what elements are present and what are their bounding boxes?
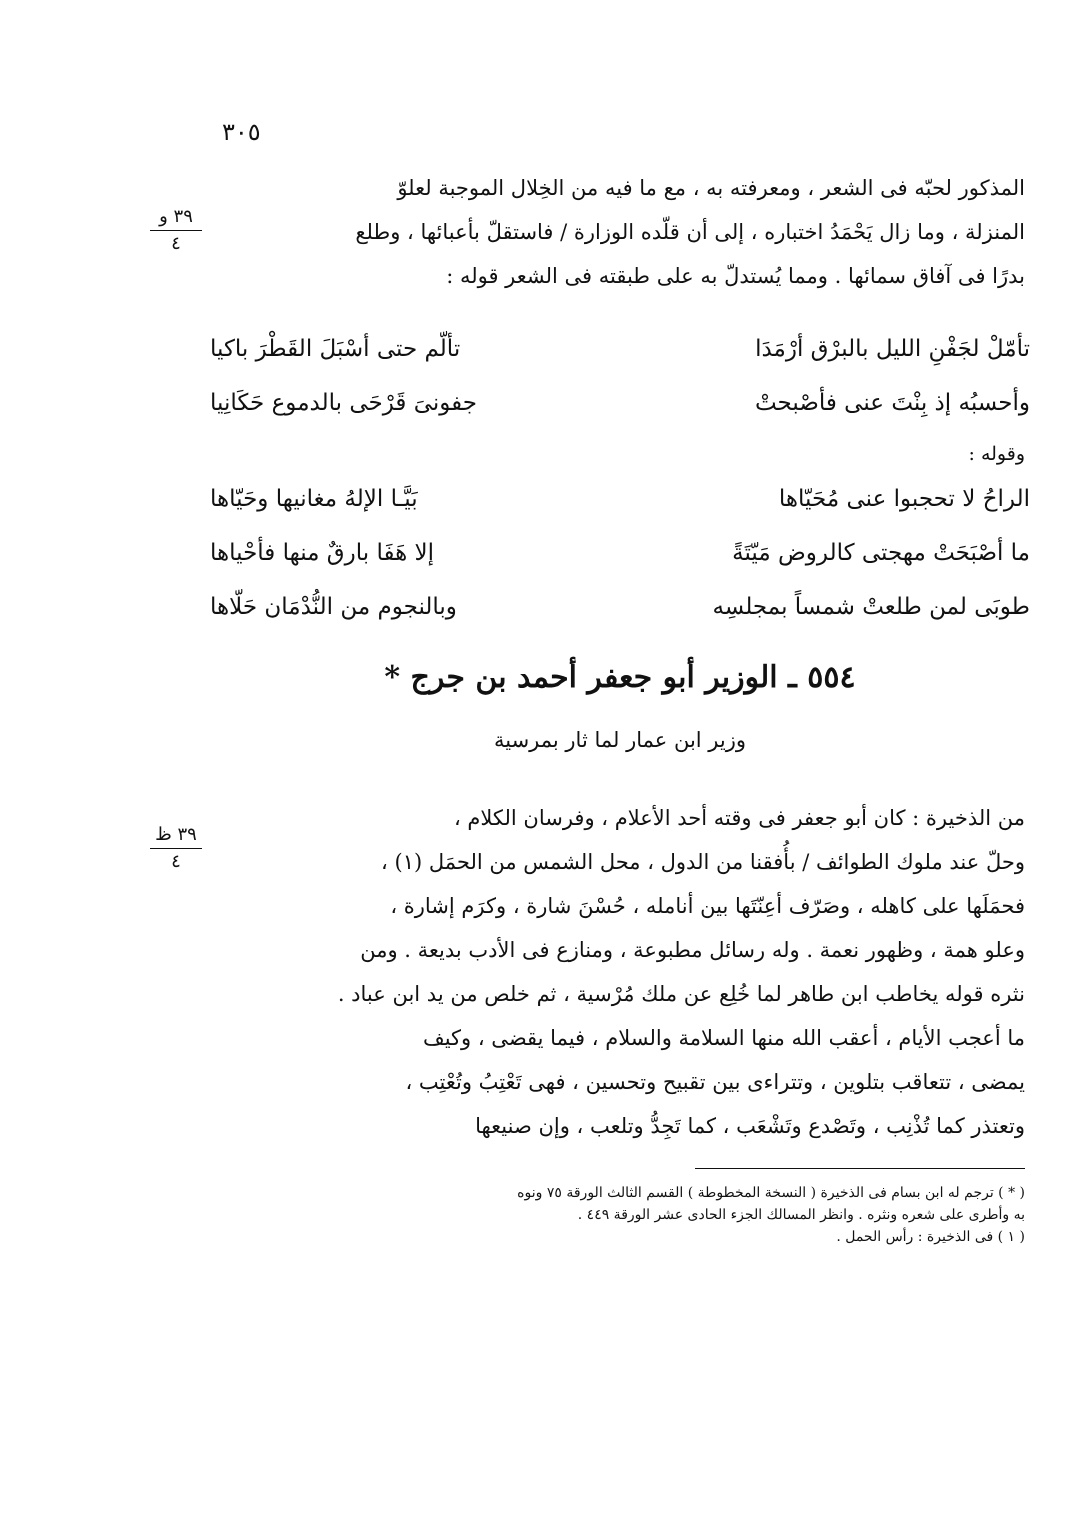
and-his-saying: وقوله : [968, 443, 1025, 465]
body-line: نثره قوله يخاطب ابن طاهر لما خُلِع عن ملك مُرْسية ، ثم خلص من يد ابن عباد . [337, 982, 1025, 1006]
verse-second-hemistich: إلا هَفَا بارقٌ منها فأحْياها [210, 540, 435, 566]
verse-line [210, 472, 1030, 526]
margin-folio-note-2 [146, 824, 206, 873]
verse-second-hemistich: تألّم حتى أسْبَلَ القَطْرَ باكيا [210, 336, 461, 362]
body-line: وعلو همة ، وظهور نعمة . وله رسائل مطبوعة ، ومنازع فى الأدب بديعة . ومن [360, 938, 1025, 962]
verse-line [210, 580, 1030, 634]
body-line: فحمَلَها على كاهله ، وصَرّف أعِنّتَها بين أنامله ، حُسْنَ شارة ، وكرَم إشارة ، [390, 894, 1025, 918]
margin-note-bottom: ٤ [171, 851, 181, 872]
verse-second-hemistich: وبالنجوم من النُّدْمَان حَلّاها [210, 594, 457, 620]
intro-line: المذكور لحبّه فى الشعر ، ومعرفته به ، مع ما فيه من الخِلال الموجبة لعلوّ [397, 176, 1025, 200]
verse-line [210, 526, 1030, 580]
verse-first-hemistich: تأمّلْ لجَفْنِ الليل بالبرْق أرْمَدَا [755, 336, 1030, 362]
intro-line: المنزلة ، وما زال يَحْمَدُ اختباره ، إلى أن قلّده الوزارة / فاستقلّ بأعبائها ، وطلع [355, 220, 1025, 244]
margin-note-top: ٣٩ و [159, 206, 193, 227]
margin-note-rule [150, 230, 202, 231]
verse-second-hemistich: بَيَّـا الإلهُ مغانيها وحَيّاها [210, 486, 418, 512]
verse-line [210, 322, 1030, 376]
poem-1 [210, 322, 1030, 430]
body-line: وحلّ عند ملوك الطوائف / بأُفقنا من الدول ، محل الشمس من الحمَل (١) ، [381, 850, 1025, 874]
verse-first-hemistich: الراحُ لا تحجبوا عنى مُحَيّاها [778, 486, 1030, 512]
footnote-divider [695, 1168, 1025, 1169]
footnotes [215, 1182, 1025, 1248]
page-number: ٣٠٥ [222, 118, 261, 146]
body-line: يمضى ، تتعاقب بتلوين ، وتتراءى بين تقبيح وتحسين ، فهى تَعْتِبُ وتُعْتِب ، [405, 1070, 1025, 1094]
body-line: من الذخيرة : كان أبو جعفر فى وقته أحد الأعلام ، وفرسان الكلام ، [453, 806, 1025, 830]
verse-first-hemistich: ما أصْبَحَتْ مهجتى كالروض مَيّتَةً [732, 540, 1030, 566]
verse-second-hemistich: جفونىَ قَرْحَى بالدموع حَكَانِيا [210, 390, 478, 416]
margin-note-top: ٣٩ ظ [155, 824, 197, 845]
intro-line: بدرًا فى آفاق سمائها . ومما يُستدلّ به على طبقته فى الشعر قوله : [446, 264, 1025, 288]
entry-body [215, 796, 1025, 1148]
poem-2 [210, 472, 1030, 634]
verse-first-hemistich: طوبَى لمن طلعتْ شمساً بمجلسِه [712, 594, 1030, 620]
margin-note-rule [150, 848, 202, 849]
verse-first-hemistich: وأحسبُه إذ بِنْتَ عنى فأصْبحتْ [754, 390, 1030, 416]
footnote-line: ( * ) ترجم له ابن بسام فى الذخيرة ( النسخة المخطوطة ) القسم الثالث الورقة ٧٥ ونوه [517, 1185, 1025, 1201]
entry-heading: ٥٥٤ ـ الوزير أبو جعفر أحمد بن جرج * [384, 660, 856, 695]
entry-subheading: وزير ابن عمار لما ثار بمرسية [493, 728, 747, 752]
margin-note-bottom: ٤ [171, 233, 181, 254]
footnote-line: به وأطرى على شعره ونثره . وانظر المسالك الجزء الحادى عشر الورقة ٤٤٩ . [577, 1207, 1025, 1223]
intro-paragraph [215, 166, 1025, 298]
body-line: ما أعجب الأيام ، أعقب الله منها السلامة والسلام ، فيما يقضى ، وكيف [422, 1026, 1025, 1050]
body-line: وتعتذر كما تُذْنِب ، وتَصْدع وتَشْعَب ، كما تَجِدُّ وتلعب ، وإن صنيعها [475, 1114, 1025, 1138]
verse-line [210, 376, 1030, 430]
margin-folio-note-1 [146, 206, 206, 255]
footnote-line: ( ١ ) فى الذخيرة : رأس الحمل . [836, 1229, 1025, 1245]
